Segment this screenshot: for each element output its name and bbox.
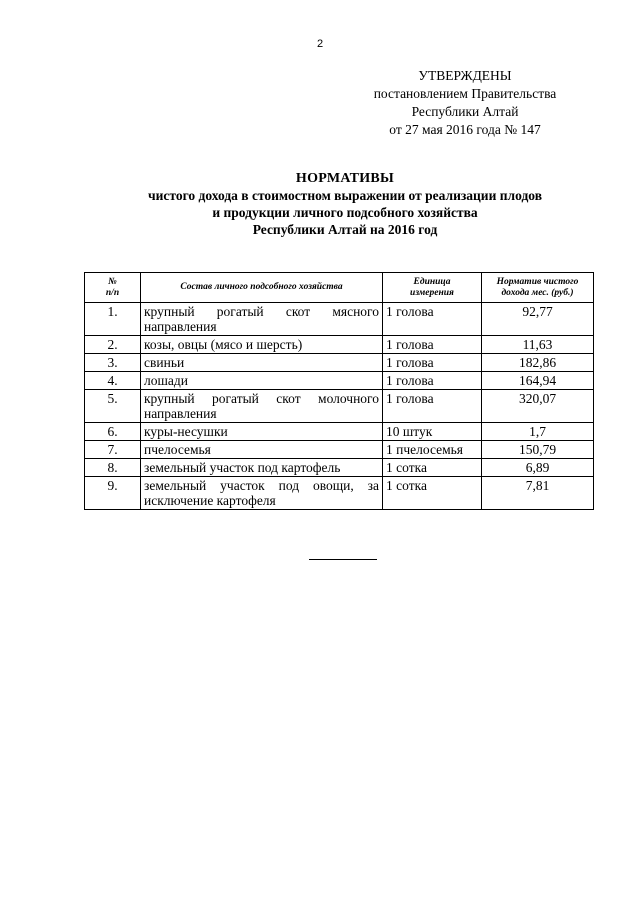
row-value: 92,77 (482, 303, 594, 336)
closing-divider (309, 559, 377, 560)
row-unit: 1 голова (383, 303, 482, 336)
row-value: 320,07 (482, 390, 594, 423)
row-value: 164,94 (482, 372, 594, 390)
row-unit: 1 пчелосемья (383, 441, 482, 459)
row-number: 3. (85, 354, 141, 372)
approval-line: постановлением Правительства (373, 86, 557, 101)
row-number: 2. (85, 336, 141, 354)
row-name: свиньи (141, 354, 383, 372)
row-unit: 10 штук (383, 423, 482, 441)
document-subtitle: и продукции личного подсобного хозяйства (212, 205, 478, 220)
row-number: 1. (85, 303, 141, 336)
row-name: лошади (141, 372, 383, 390)
table-row (85, 477, 594, 510)
table-row (85, 303, 594, 336)
document-title: НОРМАТИВЫ (295, 171, 395, 186)
column-header-num: № п/п (85, 273, 141, 303)
row-unit: 1 сотка (383, 477, 482, 510)
row-unit: 1 сотка (383, 459, 482, 477)
row-name: земельный участок под овощи, за исключение картофеля (141, 477, 383, 510)
page-number: 2 (316, 38, 324, 50)
approval-block (355, 67, 575, 139)
table-header-row (85, 273, 594, 303)
norms-table (84, 272, 594, 510)
row-name: крупный рогатый скот мясного направления (141, 303, 383, 336)
document-heading (60, 170, 630, 238)
row-name: козы, овцы (мясо и шерсть) (141, 336, 383, 354)
row-value: 11,63 (482, 336, 594, 354)
table-row (85, 390, 594, 423)
row-number: 7. (85, 441, 141, 459)
table-row (85, 336, 594, 354)
table-row (85, 372, 594, 390)
row-unit: 1 голова (383, 390, 482, 423)
table-row (85, 423, 594, 441)
row-value: 7,81 (482, 477, 594, 510)
approval-line: Республики Алтай (411, 104, 519, 119)
row-value: 150,79 (482, 441, 594, 459)
row-value: 6,89 (482, 459, 594, 477)
column-header-norm: Норматив чистого дохода мес. (руб.) (482, 273, 594, 303)
row-unit: 1 голова (383, 336, 482, 354)
document-subtitle: чистого дохода в стоимостном выражении от реализации плодов (147, 188, 542, 203)
row-number: 4. (85, 372, 141, 390)
column-header-name: Состав личного подсобного хозяйства (141, 273, 383, 303)
row-name: пчелосемья (141, 441, 383, 459)
table-row (85, 441, 594, 459)
approval-title: УТВЕРЖДЕНЫ (418, 68, 512, 83)
approval-date: от 27 мая 2016 года № 147 (389, 122, 541, 137)
column-header-unit: Единица измерения (383, 273, 482, 303)
row-number: 8. (85, 459, 141, 477)
row-name: земельный участок под картофель (141, 459, 383, 477)
row-unit: 1 голова (383, 372, 482, 390)
row-name: крупный рогатый скот молочного направления (141, 390, 383, 423)
document-subtitle: Республики Алтай на 2016 год (252, 222, 438, 237)
row-value: 182,86 (482, 354, 594, 372)
row-number: 5. (85, 390, 141, 423)
table-row (85, 459, 594, 477)
table-row (85, 354, 594, 372)
row-number: 6. (85, 423, 141, 441)
row-number: 9. (85, 477, 141, 510)
row-name: куры-несушки (141, 423, 383, 441)
row-unit: 1 голова (383, 354, 482, 372)
row-value: 1,7 (482, 423, 594, 441)
